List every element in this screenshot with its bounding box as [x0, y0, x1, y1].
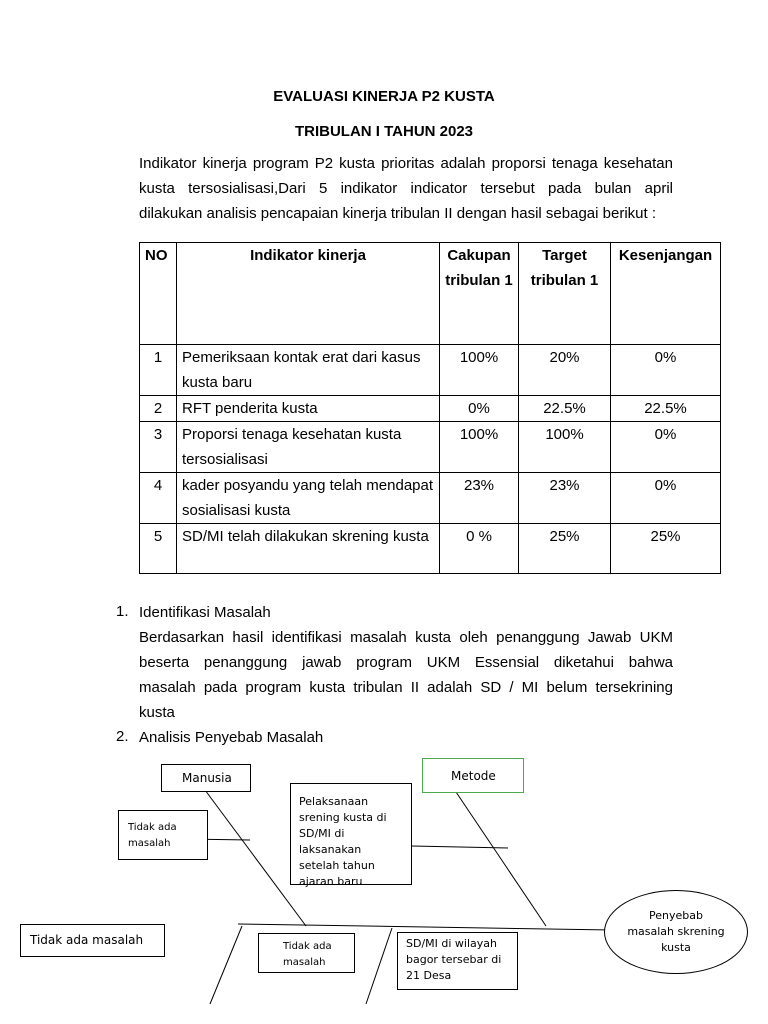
section-2-heading: Analisis Penyebab Masalah: [139, 729, 324, 746]
cell-kesenjangan: 0%: [611, 422, 721, 473]
header-target: Target tribulan 1: [519, 243, 611, 345]
cell-no: 3: [140, 422, 177, 473]
cell-no: 2: [140, 396, 177, 422]
cell-kesenjangan: 25%: [611, 524, 721, 574]
cell-no: 1: [140, 345, 177, 396]
cell-cakupan: 23%: [440, 473, 519, 524]
cell-target: 20%: [519, 345, 611, 396]
cell-no: 4: [140, 473, 177, 524]
fishbone-branch-metode: [412, 846, 508, 848]
cell-cakupan: 0 %: [440, 524, 519, 574]
section-1: [139, 600, 673, 725]
section-1-line: masalah pada program kusta tribulan II adalah SD / MI belum tersekrining: [139, 679, 673, 696]
cell-indikator: SD/MI telah dilakukan skrening kusta: [177, 524, 440, 574]
section-1-heading: Identifikasi Masalah: [139, 604, 271, 621]
cell-cakupan: 100%: [440, 345, 519, 396]
cell-kesenjangan: 0%: [611, 473, 721, 524]
table-row: [140, 422, 721, 473]
section-1-line: kusta: [139, 704, 175, 721]
cell-indikator: RFT penderita kusta: [177, 396, 440, 422]
section-2: [139, 725, 673, 750]
section-1-line: beserta penanggung jawab program UKM Essensial diketahui bahwa: [139, 654, 673, 671]
cell-kesenjangan: 0%: [611, 345, 721, 396]
cell-no: 5: [140, 524, 177, 574]
table-row: [140, 396, 721, 422]
cell-cakupan: 0%: [440, 396, 519, 422]
header-indikator: Indikator kinerja: [177, 243, 440, 345]
intro-paragraph: [139, 151, 673, 226]
sd-mi-box: SD/MI di wilayah bagor tersebar di 21 Desa: [397, 932, 518, 990]
penyebab-ellipse: Penyebab masalah skrening kusta: [604, 890, 748, 974]
table-row: [140, 524, 721, 574]
section-1-number: 1.: [116, 603, 129, 620]
table-row: [140, 345, 721, 396]
fishbone-bone-lower-left: [210, 926, 242, 1004]
intro-line: kusta tersosialisasi,Dari 5 indikator indicator tersebut pada bulan april: [139, 180, 673, 197]
metode-box: Metode: [422, 758, 524, 793]
fishbone-spine: [238, 924, 612, 930]
cell-target: 22.5%: [519, 396, 611, 422]
cell-cakupan: 100%: [440, 422, 519, 473]
manusia-box: Manusia: [161, 764, 251, 792]
tidak-ada-masalah-box-1: Tidak ada masalah: [118, 810, 208, 860]
document-subtitle: TRIBULAN I TAHUN 2023: [294, 123, 474, 140]
section-1-line: Berdasarkan hasil identifikasi masalah kusta oleh penanggung Jawab UKM: [139, 629, 673, 646]
header-cakupan: Cakupan tribulan 1: [440, 243, 519, 345]
cell-indikator: Proporsi tenaga kesehatan kusta tersosialisasi: [177, 422, 440, 473]
table-row: [140, 473, 721, 524]
section-2-number: 2.: [116, 728, 129, 745]
cell-target: 100%: [519, 422, 611, 473]
tidak-ada-masalah-box-3: Tidak ada masalah: [258, 933, 355, 973]
header-no: NO: [140, 243, 177, 345]
indicator-table: [139, 242, 721, 574]
cell-indikator: Pemeriksaan kontak erat dari kasus kusta baru: [177, 345, 440, 396]
fishbone-bone-metode: [456, 792, 546, 926]
tidak-ada-masalah-box-2: Tidak ada masalah: [20, 924, 165, 957]
pelaksanaan-box: Pelaksanaan srening kusta di SD/MI di laksanakan setelah tahun ajaran baru: [290, 783, 412, 885]
fishbone-bone-lower-right: [366, 928, 392, 1004]
cell-target: 23%: [519, 473, 611, 524]
cell-indikator: kader posyandu yang telah mendapat sosialisasi kusta: [177, 473, 440, 524]
intro-line: Indikator kinerja program P2 kusta prioritas adalah proporsi tenaga kesehatan: [139, 155, 673, 172]
table-header-row: [140, 243, 721, 345]
header-kesenjangan: Kesenjangan: [611, 243, 721, 345]
intro-line: dilakukan analisis pencapaian kinerja tribulan II dengan hasil sebagai berikut :: [139, 205, 657, 222]
cell-kesenjangan: 22.5%: [611, 396, 721, 422]
cell-target: 25%: [519, 524, 611, 574]
document-title: EVALUASI KINERJA P2 KUSTA: [273, 88, 495, 105]
